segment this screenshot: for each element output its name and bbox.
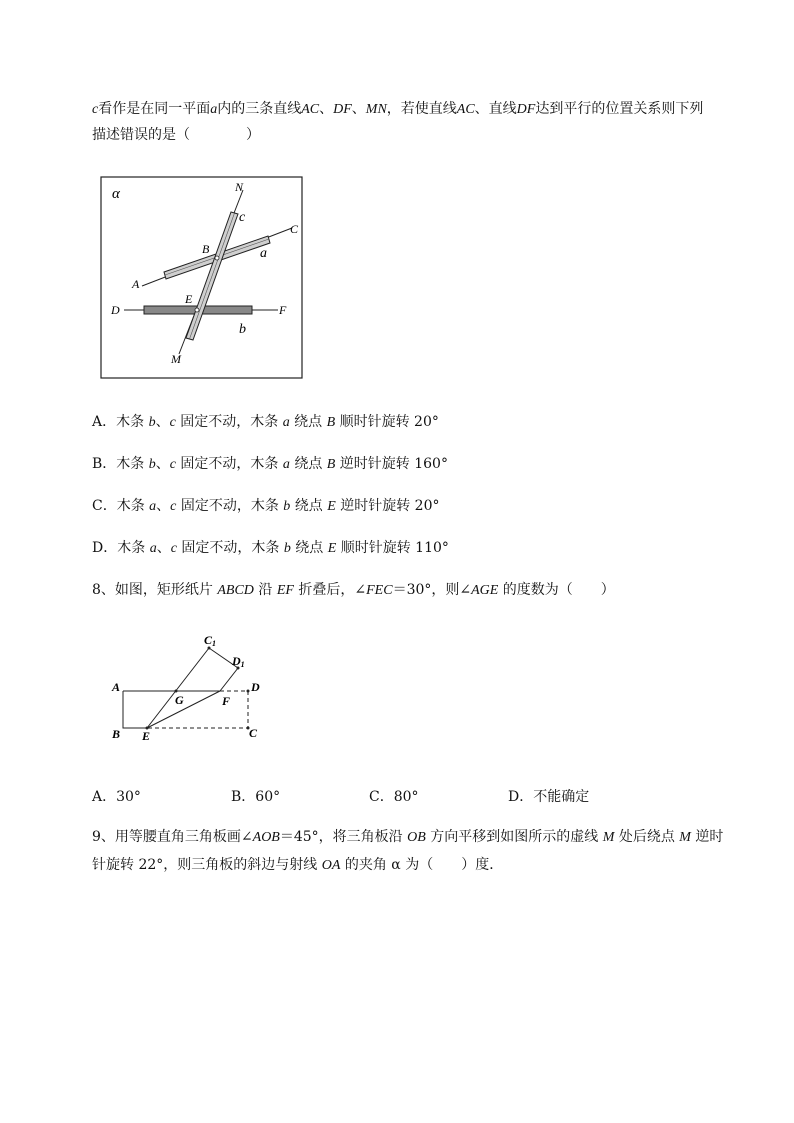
q8-label-A: A <box>112 680 121 694</box>
q7-stem-line2: 描述错误的是（ ） <box>92 127 260 143</box>
q7-label-b: b <box>239 322 246 337</box>
q7-option-a: A．木条 b、c 固定不动，木条 a 绕点 B 顺时针旋转 20° <box>92 414 439 430</box>
q7-label-N: N <box>235 180 244 194</box>
q7-label-C: C <box>290 222 299 236</box>
q7-label-D: D <box>111 303 120 317</box>
q7-label-E: E <box>185 292 193 306</box>
q7-label-A: A <box>132 277 140 291</box>
q8-label-C1: C1 <box>204 633 217 648</box>
q8-label-D1: D1 <box>232 654 245 669</box>
q7-label-M: M <box>171 352 181 366</box>
q7-label-F: F <box>279 303 287 317</box>
q7-option-d: D．木条 a、c 固定不动，木条 b 绕点 E 顺时针旋转 110° <box>92 540 449 556</box>
q8-option-a: A．30° <box>92 789 141 805</box>
q9-stem-line1: 9、用等腰直角三角板画∠AOB＝45°，将三角板沿 OB 方向平移到如图所示的虚线 M 处后绕点 M 逆时 <box>92 829 724 845</box>
q8-label-C: C <box>249 726 258 740</box>
q8-option-d: D．不能确定 <box>508 789 590 805</box>
q8-label-E: E <box>142 729 151 743</box>
q8-figure <box>100 630 280 748</box>
q8-label-G: G <box>175 693 184 707</box>
q8-options <box>92 786 712 804</box>
q7-option-b: B．木条 b、c 固定不动，木条 a 绕点 B 逆时针旋转 160° <box>92 456 448 472</box>
q8-label-B: B <box>112 727 121 741</box>
q7-label-c: c <box>239 210 246 225</box>
q8-option-b: B．60° <box>231 789 281 805</box>
q9-stem-line2: 针旋转 22°，则三角板的斜边与射线 OA 的夹角 α 为（ ）度． <box>92 857 504 873</box>
q8-option-c: C．80° <box>369 789 419 805</box>
q8-stem: 8、如图，矩形纸片 ABCD 沿 EF 折叠后，∠FEC＝30°，则∠AGE 的度数为（ ） <box>92 582 615 598</box>
q8-label-F: F <box>222 694 231 708</box>
q7-label-alpha: α <box>112 186 120 202</box>
q7-option-c: C．木条 a、c 固定不动，木条 b 绕点 E 逆时针旋转 20° <box>92 498 440 514</box>
q7-stem-line1: c看作是在同一平面a内的三条直线AC、DF、MN，若使直线AC、直线DF达到平行的位置关系则下列 <box>92 101 704 117</box>
q8-label-D: D <box>251 680 260 694</box>
q7-figure <box>100 176 304 380</box>
q7-label-B: B <box>202 242 210 256</box>
q7-label-a: a <box>260 246 267 261</box>
